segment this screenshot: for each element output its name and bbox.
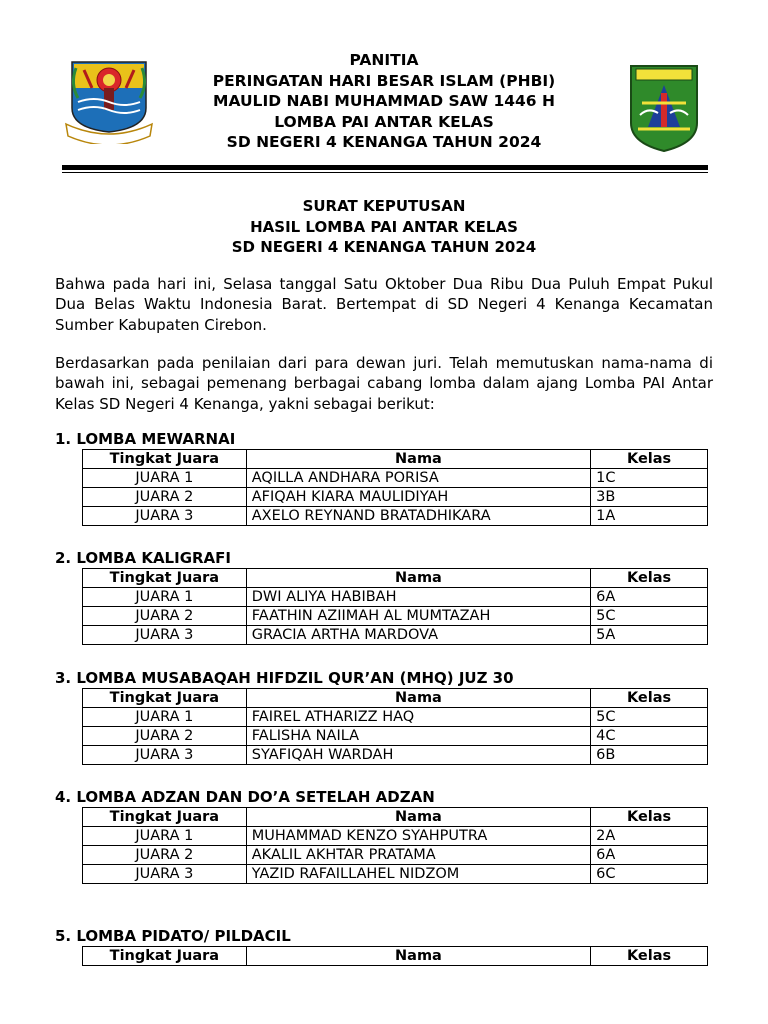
- name-header: Nama: [246, 450, 590, 469]
- class-header: Kelas: [591, 450, 708, 469]
- table-header-row: [83, 808, 708, 827]
- name-header: Nama: [246, 947, 590, 966]
- rank-header: Tingkat Juara: [83, 569, 247, 588]
- competition-section: [55, 788, 713, 884]
- letterhead-line: LOMBA PAI ANTAR KELAS: [274, 112, 494, 131]
- rank-cell: JUARA 3: [83, 746, 247, 765]
- rank-header: Tingkat Juara: [83, 808, 247, 827]
- class-cell: 6A: [591, 846, 708, 865]
- letterhead-line: PERINGATAN HARI BESAR ISLAM (PHBI): [212, 71, 556, 90]
- section-title: 3. LOMBA MUSABAQAH HIFDZIL QUR’AN (MHQ) JUZ 30: [55, 669, 514, 687]
- class-header: Kelas: [591, 808, 708, 827]
- section-title: 1. LOMBA MEWARNAI: [55, 430, 236, 448]
- class-cell: 2A: [591, 827, 708, 846]
- class-cell: 1A: [591, 507, 708, 526]
- title-line: HASIL LOMBA PAI ANTAR KELAS: [250, 217, 518, 236]
- document-title: [0, 196, 768, 258]
- title-line: SURAT KEPUTUSAN: [302, 197, 466, 215]
- class-cell: 5A: [591, 626, 708, 645]
- rank-cell: JUARA 1: [83, 827, 247, 846]
- name-cell: FAATHIN AZIIMAH AL MUMTAZAH: [246, 607, 590, 626]
- table-header-row: [83, 689, 708, 708]
- letterhead-line: SD NEGERI 4 KENANGA TAHUN 2024: [226, 133, 542, 151]
- competition-section: [55, 669, 713, 765]
- opening-paragraph: Bahwa pada hari ini, Selasa tanggal Satu Oktober Dua Ribu Dua Puluh Empat Pukul Dua Belas Waktu Indonesia Barat. Bertempat di SD Negeri 4 Kenanga Kecamatan Sumber Kabupaten Cirebon.: [55, 275, 713, 334]
- class-cell: 5C: [591, 708, 708, 727]
- letterhead-divider-thin: [62, 172, 708, 173]
- class-cell: 6C: [591, 865, 708, 884]
- table-row: [83, 588, 708, 607]
- competition-section: [55, 927, 713, 966]
- table-row: [83, 469, 708, 488]
- class-cell: 6B: [591, 746, 708, 765]
- competition-section: [55, 430, 713, 526]
- name-cell: AQILLA ANDHARA PORISA: [246, 469, 590, 488]
- rank-cell: JUARA 2: [83, 488, 247, 507]
- table-row: [83, 865, 708, 884]
- table-row: [83, 846, 708, 865]
- letterhead-line: PANITIA: [349, 51, 419, 69]
- name-cell: AKALIL AKHTAR PRATAMA: [246, 846, 590, 865]
- rank-header: Tingkat Juara: [83, 689, 247, 708]
- class-cell: 3B: [591, 488, 708, 507]
- rank-cell: JUARA 1: [83, 469, 247, 488]
- class-header: Kelas: [591, 569, 708, 588]
- rank-cell: JUARA 2: [83, 846, 247, 865]
- name-header: Nama: [246, 808, 590, 827]
- rank-header: Tingkat Juara: [83, 947, 247, 966]
- section-title: 2. LOMBA KALIGRAFI: [55, 549, 231, 567]
- table-header-row: [83, 450, 708, 469]
- name-cell: AXELO REYNAND BRATADHIKARA: [246, 507, 590, 526]
- letterhead-divider-thick: [62, 165, 708, 170]
- rank-cell: JUARA 3: [83, 507, 247, 526]
- section-title: 5. LOMBA PIDATO/ PILDACIL: [55, 927, 291, 945]
- class-cell: 1C: [591, 469, 708, 488]
- letterhead-line: MAULID NABI MUHAMMAD SAW 1446 H: [213, 92, 555, 110]
- table-row: [83, 708, 708, 727]
- letterhead: [0, 50, 768, 153]
- class-header: Kelas: [591, 689, 708, 708]
- table-header-row: [83, 569, 708, 588]
- name-cell: SYAFIQAH WARDAH: [246, 746, 590, 765]
- decision-paragraph: Berdasarkan pada penilaian dari para dewan juri. Telah memutuskan nama-nama di bawah ini, sebagai pemenang berbagai cabang lomba dalam ajang Lomba PAI Antar Kelas SD Negeri 4 Kenanga, yakni sebagai berikut:: [55, 354, 713, 413]
- winners-table: [82, 807, 708, 884]
- rank-cell: JUARA 3: [83, 865, 247, 884]
- name-cell: FALISHA NAILA: [246, 727, 590, 746]
- competition-section: [55, 549, 713, 645]
- section-title: 4. LOMBA ADZAN DAN DO’A SETELAH ADZAN: [55, 788, 435, 806]
- name-cell: YAZID RAFAILLAHEL NIDZOM: [246, 865, 590, 884]
- winners-table: [82, 449, 708, 526]
- name-cell: GRACIA ARTHA MARDOVA: [246, 626, 590, 645]
- winners-table: [82, 688, 708, 765]
- class-header: Kelas: [591, 947, 708, 966]
- rank-cell: JUARA 3: [83, 626, 247, 645]
- class-cell: 6A: [591, 588, 708, 607]
- name-cell: FAIREL ATHARIZZ HAQ: [246, 708, 590, 727]
- name-cell: MUHAMMAD KENZO SYAHPUTRA: [246, 827, 590, 846]
- rank-cell: JUARA 1: [83, 708, 247, 727]
- table-row: [83, 607, 708, 626]
- table-row: [83, 626, 708, 645]
- rank-cell: JUARA 2: [83, 727, 247, 746]
- table-header-row: [83, 947, 708, 966]
- rank-cell: JUARA 1: [83, 588, 247, 607]
- winners-table: [82, 946, 708, 966]
- name-cell: AFIQAH KIARA MAULIDIYAH: [246, 488, 590, 507]
- table-row: [83, 727, 708, 746]
- rank-header: Tingkat Juara: [83, 450, 247, 469]
- table-row: [83, 746, 708, 765]
- table-row: [83, 488, 708, 507]
- name-header: Nama: [246, 569, 590, 588]
- title-line: SD NEGERI 4 KENANGA TAHUN 2024: [231, 238, 537, 256]
- table-row: [83, 827, 708, 846]
- class-cell: 4C: [591, 727, 708, 746]
- table-row: [83, 507, 708, 526]
- class-cell: 5C: [591, 607, 708, 626]
- name-header: Nama: [246, 689, 590, 708]
- name-cell: DWI ALIYA HABIBAH: [246, 588, 590, 607]
- rank-cell: JUARA 2: [83, 607, 247, 626]
- winners-table: [82, 568, 708, 645]
